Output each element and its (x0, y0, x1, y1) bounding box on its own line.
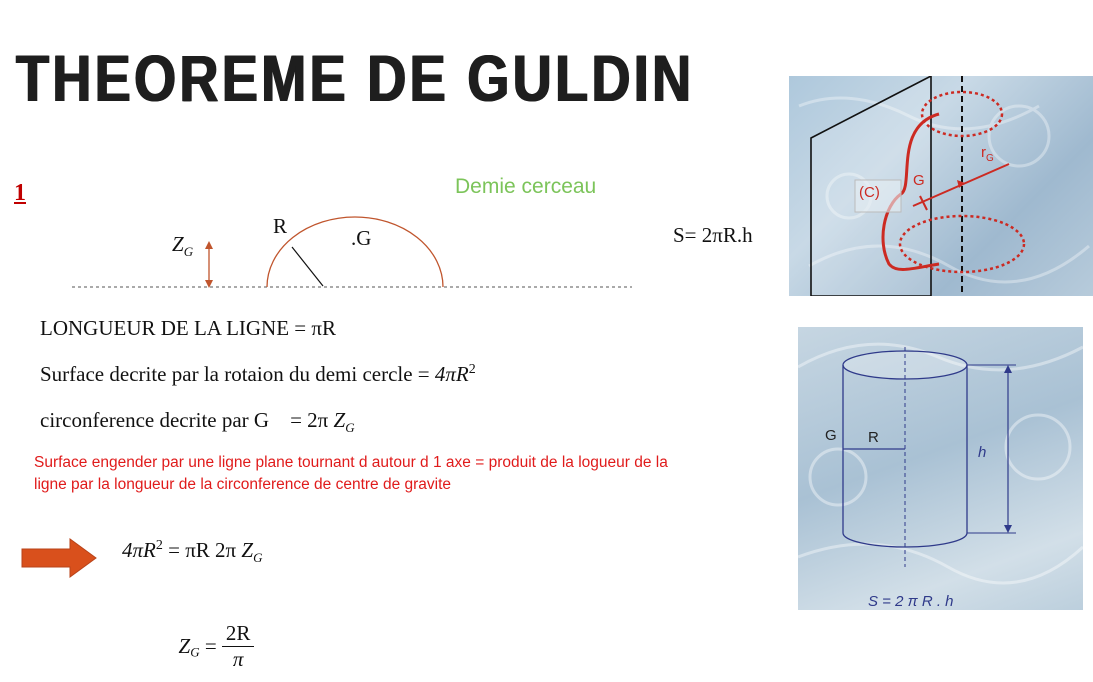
zg-arrow-head-up (205, 241, 213, 249)
equation: $4\pi R^2 = \pi R$ 2π $Z_G$ (122, 538, 263, 566)
rg-label: $r_G$ (981, 144, 994, 164)
g-label: G (913, 172, 925, 189)
cylinder-caption: S = 2 π R . h (868, 593, 954, 610)
s-formula: S= 2πR.h (673, 223, 753, 247)
page-title: THEOREME DE GULDIN (16, 41, 695, 115)
radius-line (292, 247, 323, 286)
length-line: LONGUEUR DE LA LIGNE = πR (40, 316, 336, 340)
h-label: h (978, 444, 987, 461)
guldin-statement: Surface engender par une ligne plane tournant d autour d 1 axe = produit de la logueur de la ligne par la longueur de la circonference de centre de gravite (34, 454, 668, 493)
implies-arrow (20, 537, 100, 579)
section-number: 1 (14, 180, 26, 206)
circonference-line: circonference decrite par G = 2π $Z_G$ (40, 408, 355, 436)
zg-result: $Z_G$ = $\frac{2R}{\pi}$ (168, 596, 254, 672)
radius-label: R (273, 214, 288, 238)
fraction: $\frac{2R}{\pi}$ (222, 621, 255, 672)
zg-label: $Z_G$ (172, 232, 194, 260)
cylinder-drawing (798, 327, 1083, 610)
curve-label: (C) (859, 184, 880, 201)
g-label: G (825, 427, 837, 444)
shape-label: Demie cerceau (455, 175, 597, 198)
centroid-label: .G (351, 226, 372, 250)
cylinder-illustration (798, 327, 1083, 610)
r-label: R (868, 429, 879, 446)
surface-line: Surface decrite par la rotaion du demi cercle = $4\pi R^2$ (40, 362, 476, 386)
rotation-drawing (789, 76, 1093, 296)
rotation-illustration (789, 76, 1093, 296)
